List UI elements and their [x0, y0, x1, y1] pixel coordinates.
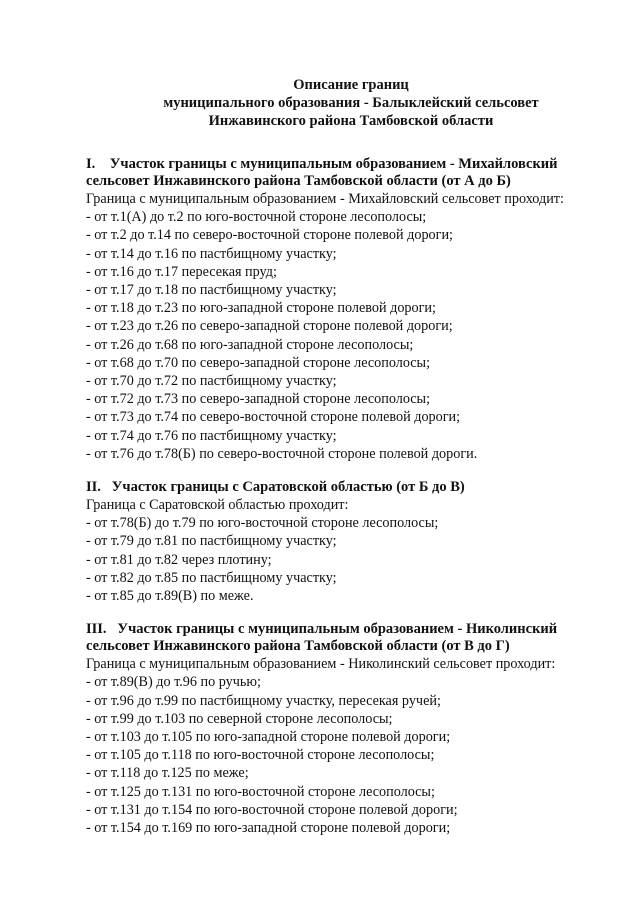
section-intro: Граница с муниципальным образованием - Михайловский сельсовет проходит:: [86, 191, 564, 207]
section-3: [86, 621, 616, 837]
list-item: - от т.81 до т.82 через плотину;: [86, 551, 272, 568]
section-heading: [86, 156, 616, 190]
section-heading-line: II. Участок границы с Саратовской областью (от Б до В): [86, 479, 465, 496]
list-item: - от т.131 до т.154 по юго-восточной стороне полевой дороги;: [86, 801, 458, 818]
list-item: - от т.85 до т.89(В) по меже.: [86, 588, 254, 605]
section-heading: [86, 479, 616, 496]
title-line-1: Описание границ: [293, 77, 409, 93]
document-title: [86, 76, 616, 130]
list-item: - от т.89(В) до т.96 по ручью;: [86, 674, 261, 691]
list-item: - от т.16 до т.17 пересекая пруд;: [86, 263, 277, 280]
list-item: - от т.17 до т.18 по пастбищному участку;: [86, 282, 337, 299]
list-item: - от т.74 до т.76 по пастбищному участку;: [86, 427, 337, 444]
list-item: - от т.99 до т.103 по северной стороне лесополосы;: [86, 710, 393, 727]
boundary-list: [86, 514, 616, 605]
section-heading-line: I. Участок границы с муниципальным образованием - Михайловский: [86, 156, 558, 172]
section-1: [86, 156, 616, 463]
list-item: - от т.105 до т.118 по юго-восточной стороне лесополосы;: [86, 747, 435, 764]
list-item: - от т.14 до т.16 по пастбищному участку;: [86, 245, 337, 262]
section-intro: Граница с Саратовской областью проходит:: [86, 497, 349, 514]
section-2: [86, 479, 616, 605]
list-item: - от т.2 до т.14 по северо-восточной стороне полевой дороги;: [86, 227, 453, 244]
list-item: - от т.103 до т.105 по юго-западной стороне полевой дороги;: [86, 729, 451, 746]
list-item: - от т.68 до т.70 по северо-западной стороне лесополосы;: [86, 354, 431, 371]
section-heading-line: III. Участок границы с муниципальным образованием - Николинский: [86, 621, 558, 638]
list-item: - от т.76 до т.78(Б) по северо-восточной стороне полевой дороги.: [86, 445, 478, 462]
list-item: - от т.23 до т.26 по северо-западной стороне полевой дороги;: [86, 318, 453, 335]
list-item: - от т.73 до т.74 по северо-восточной стороне полевой дороги;: [86, 409, 461, 426]
list-item: - от т.78(Б) до т.79 по юго-восточной стороне лесополосы;: [86, 515, 439, 532]
title-line-3: Инжавинского района Тамбовской области: [208, 113, 494, 129]
sections-container: [86, 156, 616, 837]
document-page: [86, 76, 616, 853]
boundary-list: [86, 208, 616, 463]
section-heading-line: сельсовет Инжавинского района Тамбовской области (от В до Г): [86, 638, 510, 655]
section-intro: Граница с муниципальным образованием - Николинский сельсовет проходит:: [86, 656, 556, 673]
list-item: - от т.96 до т.99 по пастбищному участку, пересекая ручей;: [86, 692, 441, 709]
list-item: - от т.18 до т.23 по юго-западной стороне полевой дороги;: [86, 300, 436, 317]
list-item: - от т.26 до т.68 по юго-западной стороне лесополосы;: [86, 336, 414, 353]
list-item: - от т.154 до т.169 по юго-западной стороне полевой дороги;: [86, 820, 451, 837]
list-item: - от т.70 до т.72 по пастбищному участку;: [86, 373, 337, 390]
title-line-2: муниципального образования - Балыклейский сельсовет: [163, 95, 539, 111]
boundary-list: [86, 673, 616, 837]
list-item: - от т.125 до т.131 по юго-восточной стороне лесополосы;: [86, 783, 435, 800]
section-heading-line: сельсовет Инжавинского района Тамбовской области (от А до Б): [86, 173, 511, 189]
list-item: - от т.82 до т.85 по пастбищному участку;: [86, 569, 337, 586]
list-item: - от т.79 до т.81 по пастбищному участку;: [86, 533, 337, 550]
list-item: - от т.118 до т.125 по меже;: [86, 765, 249, 782]
list-item: - от т.1(А) до т.2 по юго-восточной стороне лесополосы;: [86, 209, 427, 226]
list-item: - от т.72 до т.73 по северо-западной стороне лесополосы;: [86, 391, 431, 408]
section-heading: [86, 621, 616, 655]
